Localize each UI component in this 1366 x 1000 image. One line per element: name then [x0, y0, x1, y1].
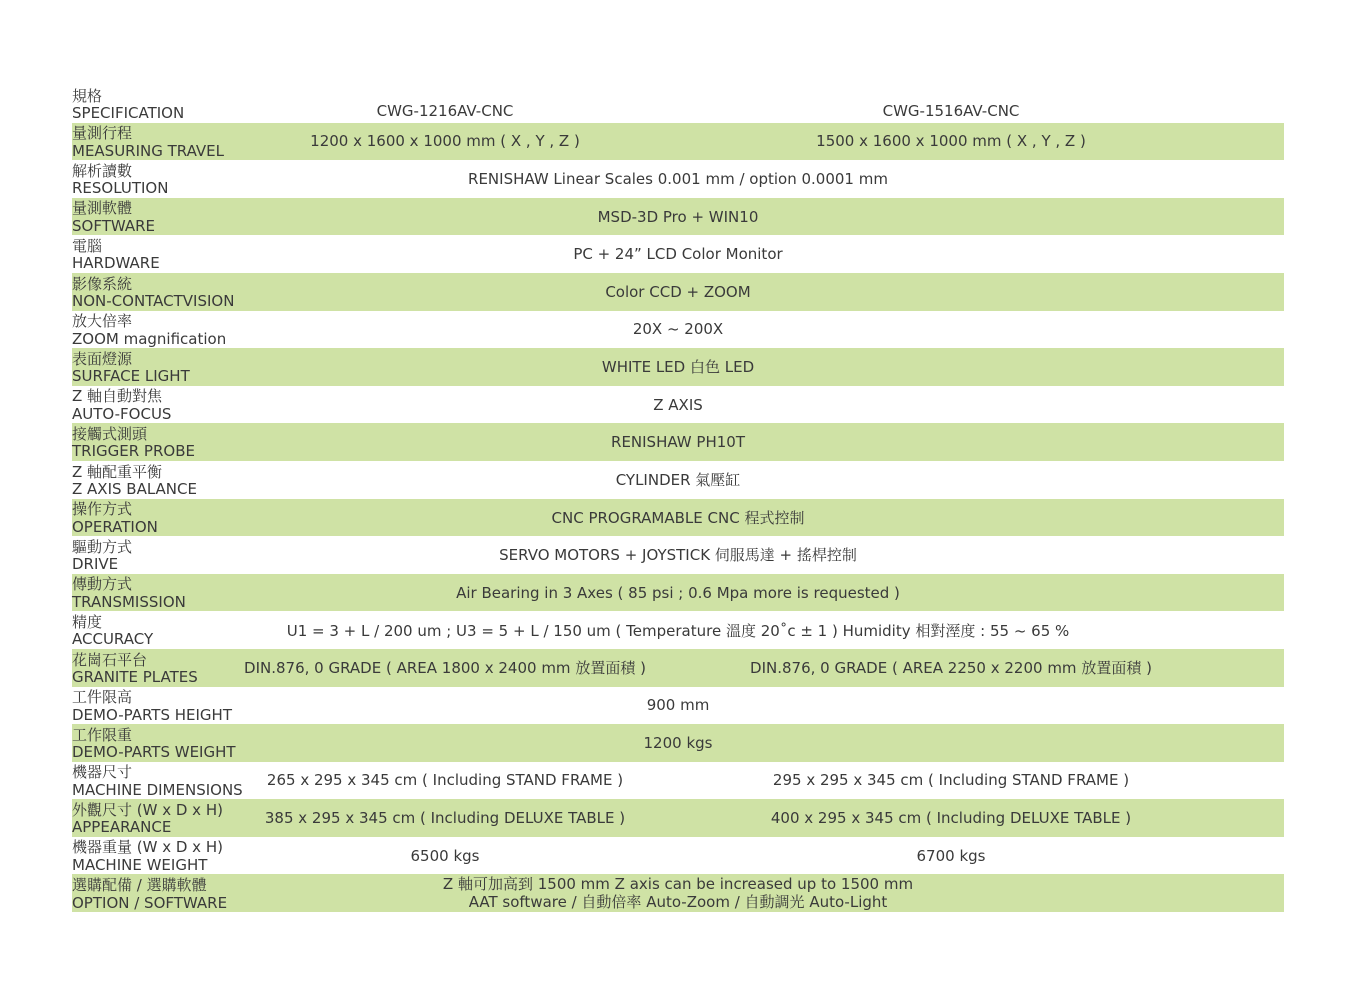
model-1-value: DIN.876, 0 GRADE ( AREA 1800 x 2400 mm 放置面積 ): [244, 659, 646, 678]
spec-row: [72, 611, 1284, 649]
row-values: [266, 762, 1284, 800]
shared-value: 1200 kgs: [643, 733, 713, 752]
label-zh: 操作方式: [72, 500, 133, 519]
label-en: MACHINE WEIGHT: [72, 855, 208, 874]
label-zh: 花崗石平台: [72, 650, 148, 669]
row-values: [272, 160, 1284, 198]
label-zh: 選購配備 / 選購軟體: [72, 876, 207, 895]
row-values: [272, 423, 1284, 461]
label-zh: 電腦: [72, 236, 103, 255]
model-1-heading: CWG-1216AV-CNC: [376, 101, 514, 120]
shared-value: 900 mm: [646, 696, 710, 715]
spec-row: [72, 874, 1284, 912]
label-zh: 工件限高: [72, 688, 133, 707]
label-en: MEASURING TRAVEL: [72, 141, 225, 160]
spec-row: [72, 799, 1284, 837]
label-en: SPECIFICATION: [72, 104, 185, 123]
label-zh: 接觸式測頭: [72, 424, 148, 443]
label-zh: 機器重量 (W x D x H): [72, 838, 223, 857]
row-values: [272, 837, 1284, 875]
model-2-value: 400 x 295 x 345 cm ( Including DELUXE TABLE ): [770, 809, 1132, 828]
shared-value: CNC PROGRAMABLE CNC 程式控制: [551, 508, 805, 527]
spec-row: [72, 423, 1284, 461]
shared-value: WHITE LED 白色 LED: [601, 358, 755, 377]
spec-row: [72, 649, 1284, 687]
row-values: [272, 536, 1284, 574]
shared-value: SERVO MOTORS + JOYSTICK 伺服馬達 + 搖桿控制: [499, 546, 857, 565]
shared-value: U1 = 3 + L / 200 um ; U3 = 5 + L / 150 um ( Temperature 溫度 20˚c ± 1 ) Humidity 相對溼度 : 55 ~ 65 %: [286, 621, 1070, 640]
spec-row: [72, 123, 1284, 161]
shared-value: CYLINDER 氣壓缸: [615, 471, 741, 490]
shared-value: Z AXIS: [653, 395, 703, 414]
label-zh: 量測行程: [72, 124, 133, 143]
label-zh: Z 軸自動對焦: [72, 387, 163, 406]
model-2-value: DIN.876, 0 GRADE ( AREA 2250 x 2200 mm 放置面積 ): [750, 659, 1152, 678]
label-zh: 解析讀數: [72, 161, 133, 180]
spec-row: [72, 386, 1284, 424]
label-en: OPERATION: [72, 517, 158, 536]
label-en: RESOLUTION: [72, 179, 169, 198]
row-values: [272, 499, 1284, 537]
row-values: [272, 85, 1284, 123]
model-2-value: 6700 kgs: [916, 846, 986, 865]
shared-value: 20X ~ 200X: [632, 320, 724, 339]
label-zh: 量測軟體: [72, 199, 133, 218]
label-en: DEMO-PARTS WEIGHT: [72, 743, 236, 762]
spec-row: [72, 198, 1284, 236]
model-2-heading: CWG-1516AV-CNC: [882, 101, 1020, 120]
spec-row: [72, 235, 1284, 273]
spec-row: [72, 687, 1284, 725]
row-values: [272, 311, 1284, 349]
label-en: APPEARANCE: [72, 818, 172, 837]
model-1-value: 265 x 295 x 345 cm ( Including STAND FRAME ): [266, 771, 624, 790]
spec-row: [72, 273, 1284, 311]
label-en: AUTO-FOCUS: [72, 404, 172, 423]
label-en: HARDWARE: [72, 254, 160, 273]
header-row: [72, 85, 1284, 123]
label-zh: 精度: [72, 612, 103, 631]
label-en: ZOOM magnification: [72, 329, 227, 348]
label-zh: 規格: [72, 86, 103, 105]
value-line: AAT software / 自動倍率 Auto-Zoom / 自動調光 Auto-Light: [468, 893, 888, 912]
shared-value: [172, 874, 1184, 912]
spec-row: [72, 762, 1284, 800]
model-1-value: 6500 kgs: [410, 846, 480, 865]
row-values: [264, 799, 1284, 837]
shared-value: Color CCD + ZOOM: [605, 282, 751, 301]
label-zh: 工作限重: [72, 725, 133, 744]
label-zh: Z 軸配重平衡: [72, 462, 163, 481]
spec-row: [72, 499, 1284, 537]
label-en: TRIGGER PROBE: [72, 442, 195, 461]
label-en: GRANITE PLATES: [72, 668, 198, 686]
row-values: [272, 611, 1284, 649]
row-values: [272, 386, 1284, 424]
shared-value: RENISHAW PH10T: [611, 433, 745, 452]
spec-row: [72, 536, 1284, 574]
model-2-value: 1500 x 1600 x 1000 mm ( X , Y , Z ): [816, 132, 1086, 151]
spec-rows: [72, 123, 1284, 912]
label-en: NON-CONTACTVISION: [72, 292, 235, 311]
spec-row: [72, 461, 1284, 499]
row-values: [272, 724, 1284, 762]
model-1-value: 1200 x 1600 x 1000 mm ( X , Y , Z ): [310, 132, 580, 151]
model-2-value: 295 x 295 x 345 cm ( Including STAND FRAME ): [772, 771, 1130, 790]
spec-row: [72, 724, 1284, 762]
row-values: [272, 123, 1284, 161]
value-line: Z 軸可加高到 1500 mm Z axis can be increased up to 1500 mm: [442, 875, 914, 894]
spec-row: [72, 348, 1284, 386]
label-en: Z AXIS BALANCE: [72, 480, 197, 499]
shared-value: PC + 24” LCD Color Monitor: [573, 245, 783, 264]
row-values: [272, 574, 1284, 612]
label-zh: 表面燈源: [72, 349, 133, 368]
label-zh: 機器尺寸: [72, 763, 133, 782]
row-values: [272, 687, 1284, 725]
row-values: [272, 348, 1284, 386]
label-en: SOFTWARE: [72, 216, 156, 235]
shared-value: RENISHAW Linear Scales 0.001 mm / option 0.0001 mm: [468, 169, 888, 188]
label-zh: 驅動方式: [72, 537, 133, 556]
label-zh: 傳動方式: [72, 575, 133, 594]
row-values: [272, 235, 1284, 273]
label-en: OPTION / SOFTWARE: [72, 893, 228, 912]
shared-value: MSD-3D Pro + WIN10: [597, 207, 759, 226]
row-values: [272, 874, 1284, 912]
label-zh: 外觀尺寸 (W x D x H): [72, 800, 223, 819]
row-values: [272, 273, 1284, 311]
label-zh: 放大倍率: [72, 312, 133, 331]
label-en: ACCURACY: [72, 630, 154, 649]
row-values: [244, 649, 1284, 687]
spec-row: [72, 160, 1284, 198]
label-zh: 影像系統: [72, 274, 133, 293]
shared-value: Air Bearing in 3 Axes ( 85 psi ; 0.6 Mpa more is requested ): [456, 583, 900, 602]
row-values: [272, 198, 1284, 236]
label-en: TRANSMISSION: [72, 592, 186, 611]
spec-row: [72, 574, 1284, 612]
label-en: DEMO-PARTS HEIGHT: [72, 705, 232, 724]
label-en: DRIVE: [72, 555, 119, 574]
row-values: [272, 461, 1284, 499]
spec-row: [72, 311, 1284, 349]
label-en: MACHINE DIMENSIONS: [72, 780, 243, 799]
spec-table: [72, 85, 1284, 912]
model-1-value: 385 x 295 x 345 cm ( Including DELUXE TABLE ): [264, 809, 626, 828]
spec-row: [72, 837, 1284, 875]
label-en: SURFACE LIGHT: [72, 367, 190, 386]
